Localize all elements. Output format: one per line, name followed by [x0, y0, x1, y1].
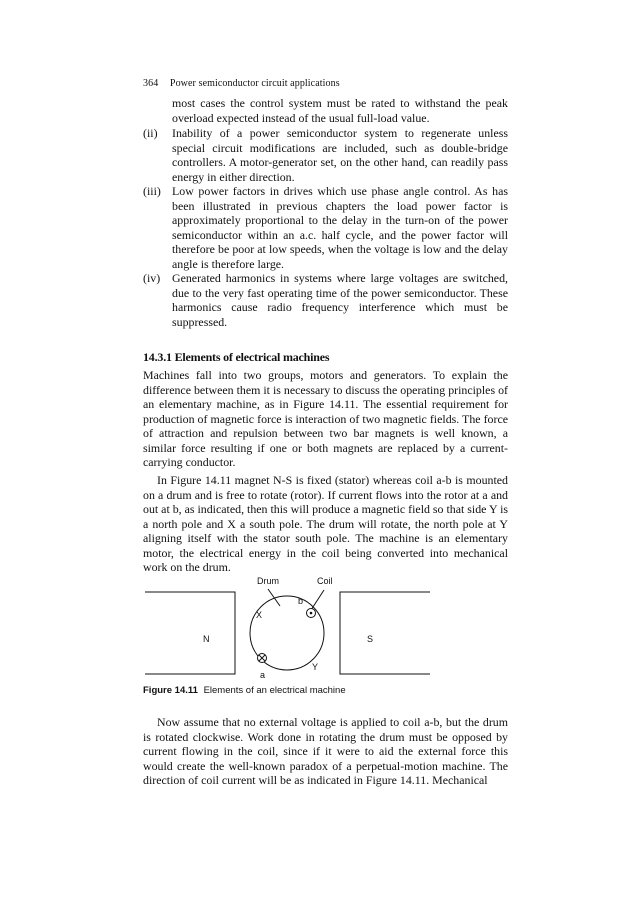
- figure-elementary-machine: [143, 570, 508, 690]
- conductor-b-center: [310, 612, 313, 615]
- paragraph-generator: [143, 715, 508, 788]
- running-head-title: Power semiconductor circuit applications: [169, 78, 340, 89]
- south-pole-magnet: [340, 592, 430, 674]
- section-heading: 14.3.1 Elements of electrical machines: [143, 350, 330, 364]
- list-item: [143, 126, 508, 184]
- list-item-text: Low power factors in drives which use phase angle control. As has been illustrated in previous chapters the load power factor is approximately proportional to the delay in the turn-on of the power semiconductor within an a.c. half cycle, and the power factor will therefore be poor at low speeds, when the voltage is low and the delay angle is therefore large.: [172, 184, 508, 271]
- list-item-number: (iv): [143, 271, 161, 285]
- label-b: b: [298, 596, 304, 606]
- paragraph-figure-explanation: [143, 473, 508, 575]
- north-pole-magnet: [145, 592, 235, 674]
- paragraph-text: Now assume that no external voltage is applied to coil a-b, but the drum is rotated clockwise. Work done in rotating the drum must be opposed by current flowing in the coil, since if it were to aid the external force this would create the well-known paradox of a perpetual-motion machine. The direction of coil current will be as indicated in Figure 14.11. Mechanical: [143, 715, 508, 787]
- label-y: Y: [312, 662, 319, 672]
- figure-caption: [143, 685, 346, 696]
- paragraph-machines: [143, 368, 508, 470]
- machine-diagram: [143, 570, 508, 685]
- list-item-text: Inability of a power semiconductor system to regenerate unless special circuit modifications are included, such as double-bridge controllers. A motor-generator set, on the other hand, can readily pass energy in either direction.: [172, 126, 508, 184]
- label-x: X: [256, 610, 263, 620]
- list-item-text: Generated harmonics in systems where large voltages are switched, due to the very fast operating time of the power semiconductor. These harmonics cause radio frequency interference which must be suppressed.: [172, 271, 508, 329]
- paragraph-text: In Figure 14.11 magnet N-S is fixed (stator) whereas coil a-b is mounted on a drum and is free to rotate (rotor). If current flows into the rotor at a and out at b, as indicated, then this will produce a magnetic field so that side Y is a north pole and X a south pole. The drum will rotate, the north pole at Y aligning itself with the stator south pole. The machine is an elementary motor, the electrical energy in the coil being converted into mechanical work on the drum.: [143, 473, 508, 574]
- list-item: [143, 271, 508, 329]
- disadvantages-list: [143, 126, 508, 329]
- label-south: S: [367, 634, 374, 644]
- label-north: N: [203, 634, 210, 644]
- label-drum: Drum: [257, 576, 279, 586]
- paragraph-text: Machines fall into two groups, motors and generators. To explain the difference between them it is necessary to discuss the operating principles of an elementary machine, as in Figure 14.11. The essential requirement for production of magnetic force is interaction of two magnetic fields. The force of attraction and repulsion between two bar magnets is well known, a similar force resulting if one or both magnets are replaced by a current-carrying conductor.: [143, 368, 508, 469]
- list-item: [143, 184, 508, 271]
- label-a: a: [260, 670, 266, 680]
- caption-label: Figure 14.11: [143, 685, 198, 696]
- coil-leader-line: [311, 590, 324, 610]
- page-number: 364: [143, 78, 159, 89]
- label-coil: Coil: [317, 576, 333, 586]
- running-head: [143, 78, 340, 89]
- continuation-text: most cases the control system must be rated to withstand the peak overload expected instead of the usual full-load value.: [172, 96, 508, 125]
- caption-text: Elements of an electrical machine: [203, 685, 346, 696]
- list-item-number: (iii): [143, 184, 161, 198]
- list-item-number: (ii): [143, 126, 158, 140]
